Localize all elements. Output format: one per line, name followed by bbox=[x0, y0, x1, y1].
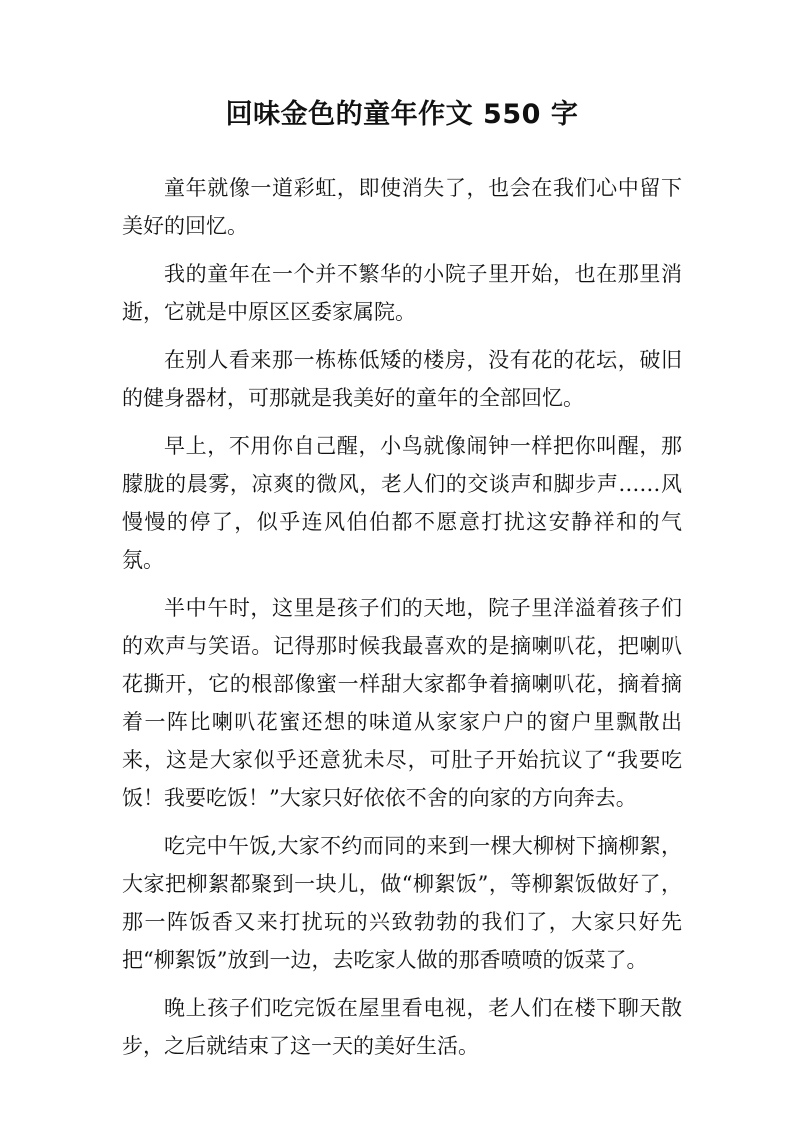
paragraph: 我的童年在一个并不繁华的小院子里开始，也在那里消逝，它就是中原区区委家属院。 bbox=[122, 262, 682, 324]
paragraph: 半中午时，这里是孩子们的天地，院子里洋溢着孩子们的欢声与笑语。记得那时候我最喜欢的是摘喇叭花，把喇叭花撕开，它的根部像蜜一样甜大家都争着摘喇叭花，摘着摘着一阵比喇叭花蜜还想的味道从家家户户的窗户里飘散出来，这是大家似乎还意犹未尽，可肚子开始抗议了“我要吃饭！我要吃饭！”大家只好依依不舍的向家的方向奔去。 bbox=[122, 596, 682, 810]
paragraph: 早上，不用你自己醒，小鸟就像闹钟一样把你叫醒，那朦胧的晨雾，凉爽的微风，老人们的交谈声和脚步声……风慢慢的停了，似乎连风伯伯都不愿意打扰这安静祥和的气氛。 bbox=[122, 434, 682, 572]
document-title: 回味金色的童年作文 550 字 bbox=[225, 99, 579, 130]
paragraph: 晚上孩子们吃完饭在屋里看电视，老人们在楼下聊天散步，之后就结束了这一天的美好生活。 bbox=[122, 996, 682, 1058]
paragraph: 吃完中午饭,大家不约而同的来到一棵大柳树下摘柳絮，大家把柳絮都聚到一块儿，做“柳絮饭”，等柳絮饭做好了，那一阵饭香又来打扰玩的兴致勃勃的我们了，大家只好先把“柳絮饭”放到一边，去吃家人做的那香喷喷的饭菜了。 bbox=[122, 834, 682, 972]
paragraph: 童年就像一道彩虹，即使消失了，也会在我们心中留下美好的回忆。 bbox=[122, 176, 682, 238]
paragraph: 在别人看来那一栋栋低矮的楼房，没有花的花坛，破旧的健身器材，可那就是我美好的童年的全部回忆。 bbox=[122, 348, 682, 410]
